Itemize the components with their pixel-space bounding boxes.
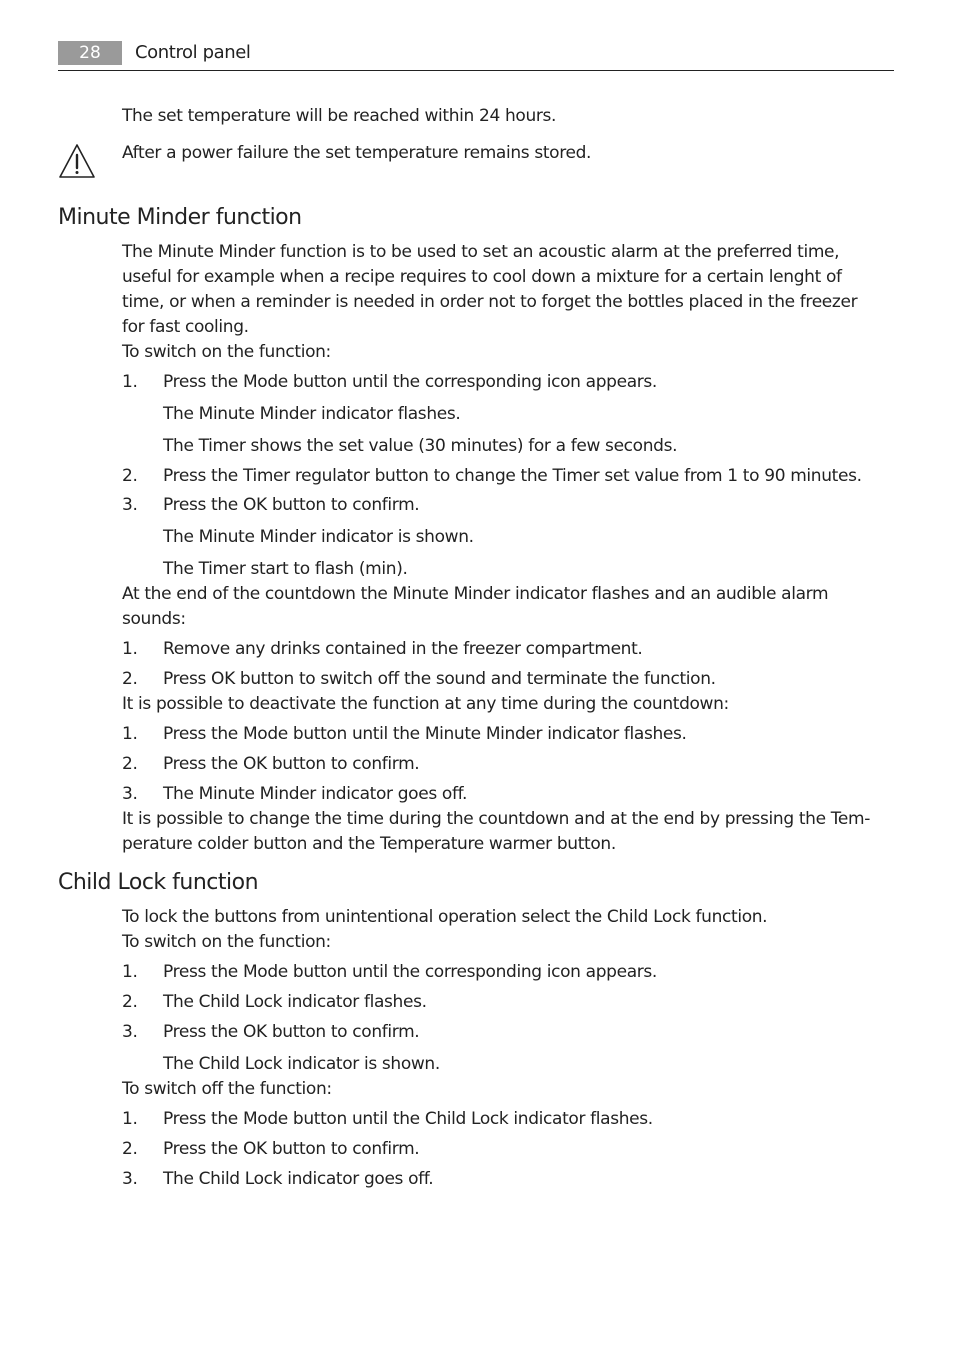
minute-minder-heading: Minute Minder function [58, 205, 302, 230]
step-note: The Timer start to flash (min). [163, 559, 408, 579]
list-number: 2. [122, 992, 138, 1012]
cl-switch-off-label: To switch off the function: [122, 1079, 332, 1099]
list-number: 1. [122, 724, 138, 744]
child-lock-heading: Child Lock function [58, 870, 259, 895]
deactivate-label: It is possible to deactivate the function at any time during the countdown: [122, 694, 729, 714]
list-item: The Child Lock indicator goes off. [163, 1169, 434, 1189]
list-number: 3. [122, 784, 138, 804]
mm-desc-line: for fast cooling. [122, 317, 249, 337]
list-number: 1. [122, 962, 138, 982]
list-number: 1. [122, 372, 138, 392]
list-item: Press the OK button to confirm. [163, 1139, 420, 1159]
list-number: 3. [122, 1022, 138, 1042]
list-number: 1. [122, 1109, 138, 1129]
list-item: Press the Mode button until the Minute Minder indicator flashes. [163, 724, 687, 744]
list-item: Press OK button to switch off the sound and terminate the function. [163, 669, 716, 689]
cl-switch-on-label: To switch on the function: [122, 932, 331, 952]
list-item: Press the Mode button until the corresponding icon appears. [163, 372, 657, 392]
page-number: 28 [58, 41, 122, 65]
step-note: The Minute Minder indicator is shown. [163, 527, 474, 547]
cl-desc: To lock the buttons from unintentional operation select the Child Lock function. [122, 907, 768, 927]
list-item: Press the Timer regulator button to change the Timer set value from 1 to 90 minutes. [163, 466, 862, 486]
list-item: Press the OK button to confirm. [163, 754, 420, 774]
list-item: Press the Mode button until the Child Lock indicator flashes. [163, 1109, 653, 1129]
mm-switch-on-label: To switch on the function: [122, 342, 331, 362]
list-number: 2. [122, 466, 138, 486]
step-note: The Timer shows the set value (30 minutes) for a few seconds. [163, 436, 678, 456]
warning-text: After a power failure the set temperature remains stored. [122, 143, 592, 163]
page-header [58, 40, 894, 71]
warning-icon [57, 142, 97, 180]
list-item: Remove any drinks contained in the freezer compartment. [163, 639, 643, 659]
step-note: The Child Lock indicator is shown. [163, 1054, 440, 1074]
end-countdown-line: At the end of the countdown the Minute Minder indicator flashes and an audible alarm [122, 584, 829, 604]
change-time-line: perature colder button and the Temperature warmer button. [122, 834, 616, 854]
list-item: Press the Mode button until the corresponding icon appears. [163, 962, 657, 982]
change-time-line: It is possible to change the time during the countdown and at the end by pressing the Tem- [122, 809, 870, 829]
end-countdown-line: sounds: [122, 609, 186, 629]
list-item: Press the OK button to confirm. [163, 1022, 420, 1042]
list-number: 2. [122, 669, 138, 689]
list-item: The Child Lock indicator flashes. [163, 992, 427, 1012]
list-number: 2. [122, 754, 138, 774]
header-title: Control panel [135, 42, 251, 63]
list-number: 3. [122, 1169, 138, 1189]
mm-desc-line: The Minute Minder function is to be used to set an acoustic alarm at the preferred time, [122, 242, 840, 262]
list-number: 2. [122, 1139, 138, 1159]
step-note: The Minute Minder indicator flashes. [163, 404, 461, 424]
list-number: 3. [122, 495, 138, 515]
list-item: The Minute Minder indicator goes off. [163, 784, 468, 804]
mm-desc-line: useful for example when a recipe requires to cool down a mixture for a certain lenght of [122, 267, 842, 287]
intro-text: The set temperature will be reached within 24 hours. [122, 106, 557, 126]
mm-desc-line: time, or when a reminder is needed in order not to forget the bottles placed in the freezer [122, 292, 858, 312]
list-item: Press the OK button to confirm. [163, 495, 420, 515]
list-number: 1. [122, 639, 138, 659]
